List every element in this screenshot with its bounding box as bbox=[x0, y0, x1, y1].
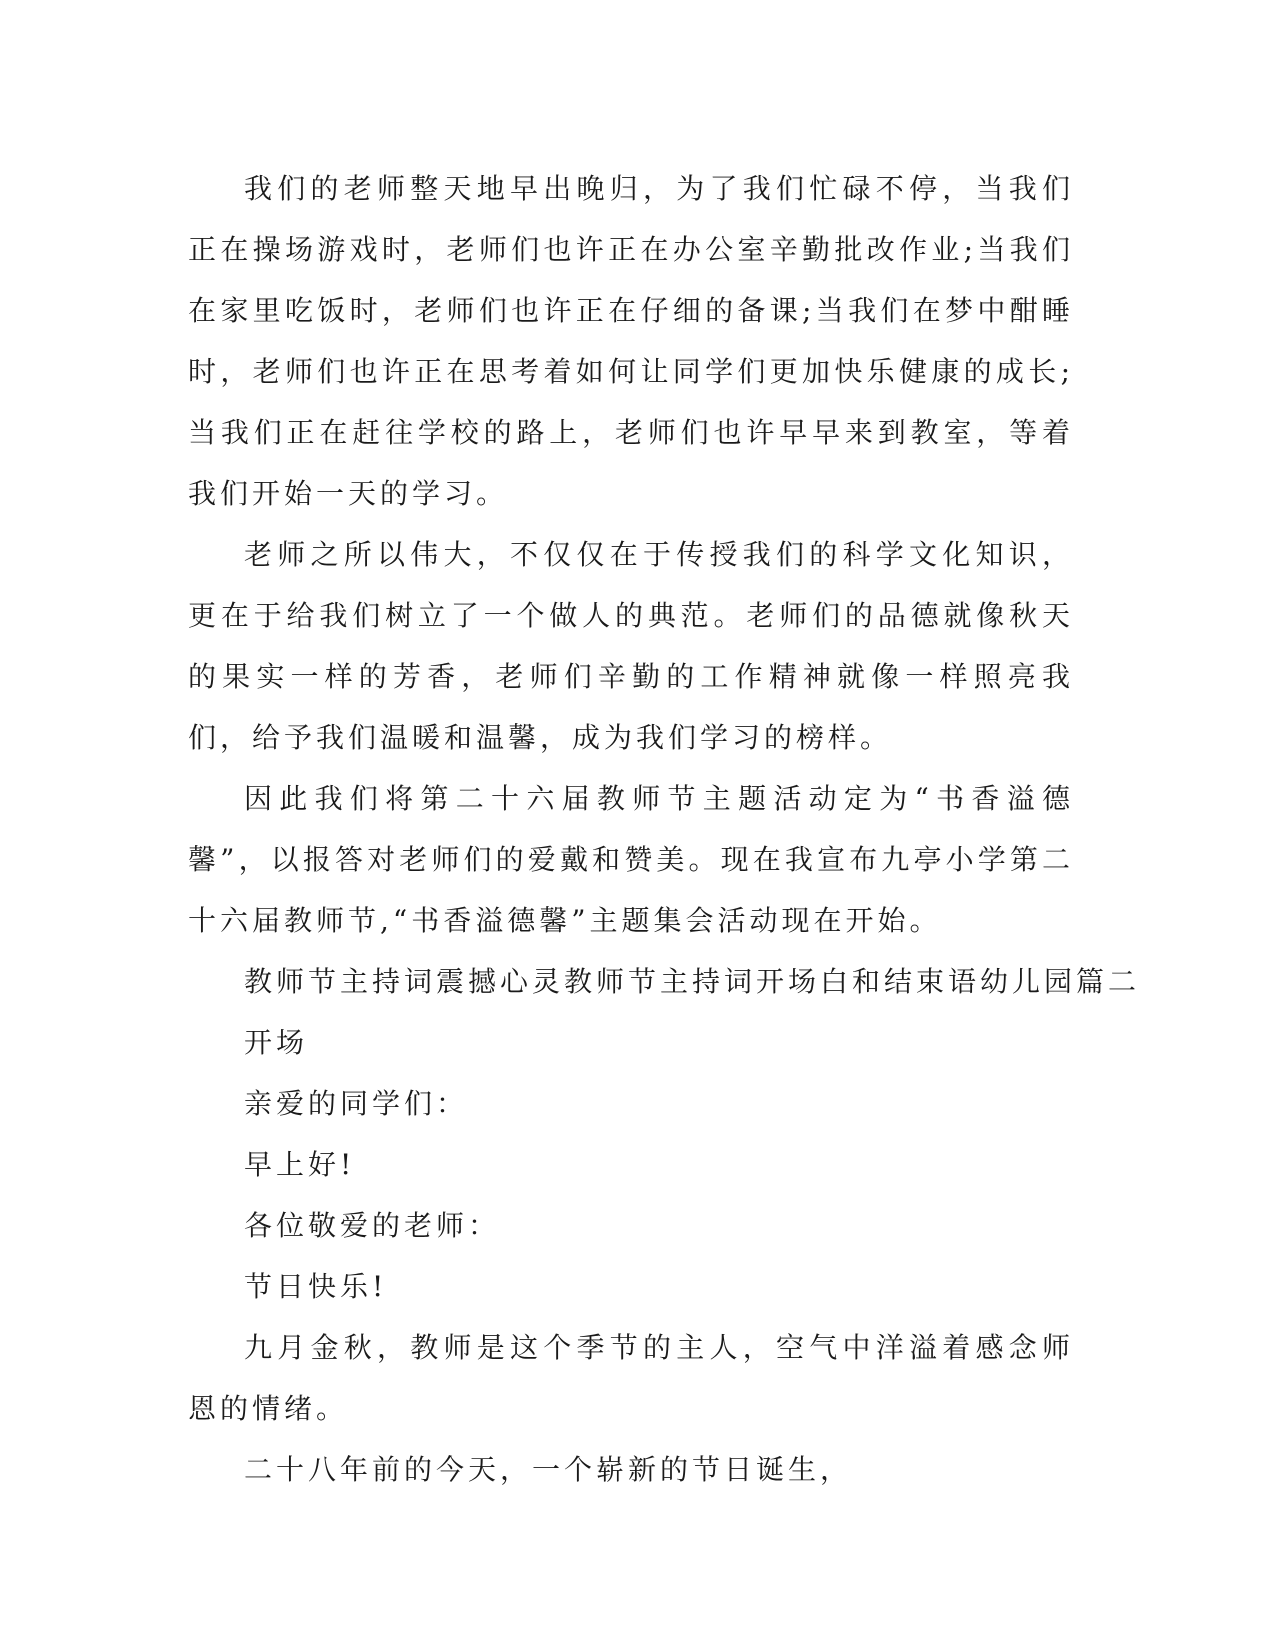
document-body bbox=[188, 158, 1141, 1500]
paragraph-1: 我们的老师整天地早出晚归，为了我们忙碌不停，当我们正在操场游戏时，老师们也许正在办公室辛勤批改作业;当我们在家里吃饭时，老师们也许正在仔细的备课;当我们在梦中酣睡时，老师们也许正在思考着如何让同学们更加快乐健康的成长;当我们正在赶往学校的路上，老师们也许早早来到教室，等着我们开始一天的学习。 bbox=[188, 172, 1074, 510]
line-opening: 开场 bbox=[244, 1026, 309, 1059]
section-title: 教师节主持词震撼心灵教师节主持词开场白和结束语幼儿园篇二 bbox=[244, 965, 1141, 998]
paragraph-3: 因此我们将第二十六届教师节主题活动定为“书香溢德馨”，以报答对老师们的爱戴和赞美。现在我宣布九亭小学第二十六届教师节,“书香溢德馨”主题集会活动现在开始。 bbox=[188, 782, 1074, 937]
paragraph-2: 老师之所以伟大，不仅仅在于传授我们的科学文化知识，更在于给我们树立了一个做人的典范。老师们的品德就像秋天的果实一样的芳香，老师们辛勤的工作精神就像一样照亮我们，给予我们温暖和温馨，成为我们学习的榜样。 bbox=[188, 538, 1074, 754]
line-greeting-students: 亲爱的同学们： bbox=[244, 1087, 469, 1120]
line-greeting-teachers: 各位敬爱的老师： bbox=[244, 1209, 501, 1242]
paragraph-autumn: 九月金秋，教师是这个季节的主人，空气中洋溢着感念师恩的情绪。 bbox=[188, 1331, 1074, 1425]
line-good-morning: 早上好! bbox=[244, 1148, 356, 1181]
paragraph-anniversary: 二十八年前的今天，一个崭新的节日诞生， bbox=[244, 1453, 853, 1486]
line-happy-holiday: 节日快乐! bbox=[244, 1270, 388, 1303]
